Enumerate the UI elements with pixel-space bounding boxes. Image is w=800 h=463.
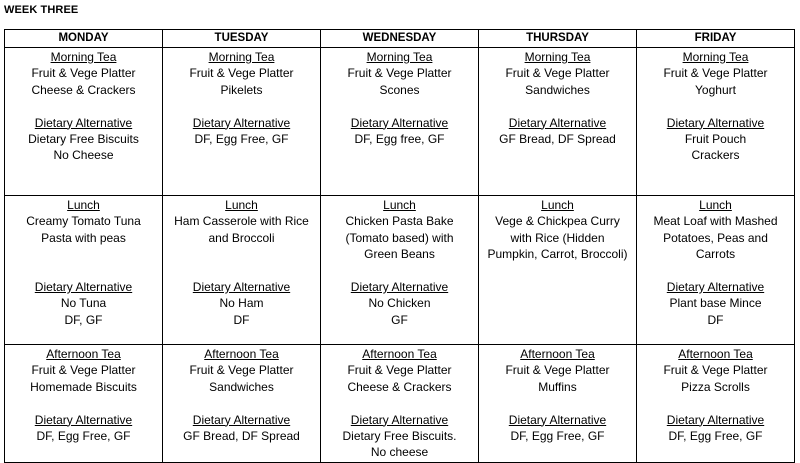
dietary-alternative-heading: Dietary Alternative: [34, 280, 133, 295]
menu-item: Fruit & Vege Platter: [505, 363, 610, 378]
dietary-alternative-heading: Dietary Alternative: [666, 280, 765, 295]
meal-heading: Lunch: [383, 198, 416, 212]
dietary-alternative-heading: Dietary Alternative: [192, 412, 291, 427]
dietary-alternative-item: DF, Egg Free, GF: [510, 429, 605, 444]
dietary-alternative-item: Dietary Free Biscuits: [28, 132, 139, 147]
menu-item: Fruit & Vege Platter: [189, 363, 294, 378]
dietary-alternative-item: Dietary Free Biscuits.: [342, 429, 457, 444]
lunch-monday: [5, 196, 163, 345]
afternoon-tea-wednesday: [321, 345, 479, 463]
dietary-alternative-item: GF Bread, DF Spread: [183, 429, 300, 444]
menu-item: Potatoes, Peas and: [663, 230, 768, 245]
day-header-friday: FRIDAY: [637, 30, 795, 48]
dietary-alternative-item: No Chicken: [368, 296, 431, 311]
day-header-monday: MONDAY: [5, 30, 163, 48]
morning-tea-friday: [637, 48, 795, 196]
menu-item: Fruit & Vege Platter: [347, 66, 452, 81]
morning-tea-row: [5, 48, 795, 196]
menu-item: Fruit & Vege Platter: [347, 363, 452, 378]
menu-item: Pasta with peas: [41, 230, 126, 245]
menu-item: and Broccoli: [208, 230, 275, 245]
dietary-alternative-heading: Dietary Alternative: [34, 115, 133, 130]
menu-item: Ham Casserole with Rice: [174, 214, 309, 229]
dietary-alternative-item: Crackers: [691, 148, 740, 163]
afternoon-tea-friday: [637, 345, 795, 463]
menu-item: Cheese & Crackers: [347, 379, 452, 394]
menu-item: Fruit & Vege Platter: [505, 66, 610, 81]
dietary-alternative-item: GF Bread, DF Spread: [499, 132, 616, 147]
day-header-row: [5, 30, 795, 48]
menu-item: Carrots: [695, 247, 736, 262]
menu-item: Pumpkin, Carrot, Broccoli): [487, 247, 628, 262]
menu-item: with Rice (Hidden: [510, 230, 605, 245]
afternoon-tea-row: [5, 345, 795, 463]
meal-heading: Morning Tea: [208, 50, 275, 64]
day-header-thursday: THURSDAY: [479, 30, 637, 48]
lunch-tuesday: [163, 196, 321, 345]
meal-heading: Morning Tea: [366, 50, 433, 64]
dietary-alternative-heading: Dietary Alternative: [192, 115, 291, 130]
menu-item: Pikelets: [220, 82, 263, 97]
dietary-alternative-item: No Ham: [219, 296, 264, 311]
dietary-alternative-heading: Dietary Alternative: [508, 115, 607, 130]
dietary-alternative-heading: Dietary Alternative: [192, 280, 291, 295]
menu-item: Green Beans: [364, 247, 435, 262]
morning-tea-monday: [5, 48, 163, 196]
day-header-wednesday: WEDNESDAY: [321, 30, 479, 48]
meal-heading: Afternoon Tea: [678, 347, 753, 361]
morning-tea-thursday: [479, 48, 637, 196]
dietary-alternative-heading: Dietary Alternative: [666, 412, 765, 427]
dietary-alternative-heading: Dietary Alternative: [350, 115, 449, 130]
lunch-wednesday: [321, 196, 479, 345]
week-title: WEEK THREE: [4, 4, 79, 16]
menu-item: Fruit & Vege Platter: [663, 66, 768, 81]
meal-heading: Afternoon Tea: [362, 347, 437, 361]
menu-item: Sandwiches: [209, 379, 274, 394]
weekly-menu-table: [4, 29, 795, 463]
afternoon-tea-thursday: [479, 345, 637, 463]
dietary-alternative-heading: Dietary Alternative: [666, 115, 765, 130]
dietary-alternative-item: DF, GF: [64, 312, 103, 327]
menu-item: Fruit & Vege Platter: [31, 363, 136, 378]
dietary-alternative-heading: Dietary Alternative: [508, 412, 607, 427]
menu-item: Muffins: [538, 379, 577, 394]
dietary-alternative-item: GF: [391, 312, 408, 327]
menu-item: Sandwiches: [525, 82, 590, 97]
menu-item: Scones: [379, 82, 420, 97]
dietary-alternative-item: DF, Egg free, GF: [354, 132, 445, 147]
day-header-tuesday: TUESDAY: [163, 30, 321, 48]
meal-heading: Morning Tea: [682, 50, 749, 64]
meal-heading: Afternoon Tea: [204, 347, 279, 361]
menu-item: Yoghurt: [695, 82, 736, 97]
meal-heading: Afternoon Tea: [520, 347, 595, 361]
menu-item: (Tomato based) with: [345, 230, 454, 245]
dietary-alternative-item: DF, Egg Free, GF: [36, 429, 131, 444]
dietary-alternative-item: Fruit Pouch: [684, 132, 747, 147]
menu-item: Creamy Tomato Tuna: [26, 214, 141, 229]
dietary-alternative-item: No Cheese: [53, 148, 114, 163]
menu-item: Fruit & Vege Platter: [31, 66, 136, 81]
dietary-alternative-heading: Dietary Alternative: [350, 280, 449, 295]
menu-item: Homemade Biscuits: [30, 379, 137, 394]
menu-item: Cheese & Crackers: [31, 82, 136, 97]
morning-tea-tuesday: [163, 48, 321, 196]
menu-item: Fruit & Vege Platter: [663, 363, 768, 378]
meal-heading: Morning Tea: [50, 50, 117, 64]
lunch-row: [5, 196, 795, 345]
afternoon-tea-monday: [5, 345, 163, 463]
dietary-alternative-item: DF: [233, 312, 250, 327]
dietary-alternative-item: Plant base Mince: [669, 296, 762, 311]
meal-heading: Lunch: [67, 198, 100, 212]
dietary-alternative-heading: Dietary Alternative: [350, 412, 449, 427]
afternoon-tea-tuesday: [163, 345, 321, 463]
lunch-thursday: [479, 196, 637, 345]
dietary-alternative-heading: Dietary Alternative: [34, 412, 133, 427]
meal-heading: Lunch: [225, 198, 258, 212]
lunch-friday: [637, 196, 795, 345]
menu-item: Chicken Pasta Bake: [345, 214, 454, 229]
dietary-alternative-item: DF: [707, 312, 724, 327]
dietary-alternative-item: No cheese: [370, 445, 429, 460]
meal-heading: Afternoon Tea: [46, 347, 121, 361]
menu-item: Meat Loaf with Mashed: [653, 214, 778, 229]
dietary-alternative-item: DF, Egg Free, GF: [668, 429, 763, 444]
morning-tea-wednesday: [321, 48, 479, 196]
menu-item: Fruit & Vege Platter: [189, 66, 294, 81]
dietary-alternative-item: DF, Egg Free, GF: [194, 132, 289, 147]
menu-item: Pizza Scrolls: [681, 379, 750, 394]
menu-item: Vege & Chickpea Curry: [495, 214, 620, 229]
meal-heading: Lunch: [699, 198, 732, 212]
dietary-alternative-item: No Tuna: [60, 296, 107, 311]
meal-heading: Lunch: [541, 198, 574, 212]
meal-heading: Morning Tea: [524, 50, 591, 64]
